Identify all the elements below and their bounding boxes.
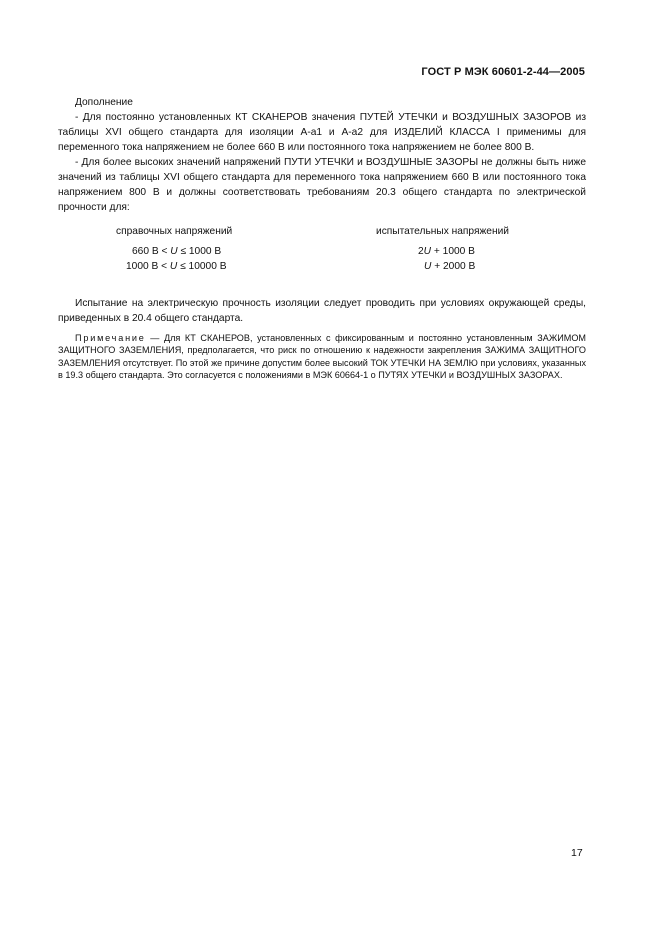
note-dash: — [145,333,164,343]
document-standard-header: ГОСТ Р МЭК 60601-2-44—2005 [421,66,585,78]
page-number: 17 [571,847,583,859]
column-header-reference-voltages: справочных напряжений [116,226,233,237]
voltage-symbol: U [169,261,178,272]
voltage-table [58,224,586,290]
note-text: Для КТ СКАНЕРОВ, установленных с фиксированным и постоянно установленным ЗАЖИМОМ ЗАЩИТНОГО ЗАЗЕМЛЕНИЯ, предполагается, что риск по отношению к надежности закрепления ЗАЖИМА ЗАЩИТНОГО ЗАЗЕМЛЕНИЯ отсутствует. По этой же причине допустим более высокий ТОК УТЕЧКИ НА ЗЕМЛЮ при условиях, указанных в 19.3 общего стандарта. Это согласуется с положениями в МЭК 60664-1 о ПУТЯХ УТЕЧКИ и ВОЗДУШНЫХ ЗАЗОРАХ. [58,333,586,381]
main-content [58,95,586,391]
voltage-symbol: U [170,246,178,257]
test-voltage-row-1 [418,244,475,259]
voltage-symbol: U [423,246,432,257]
reference-voltage-upper: ≤ 1000 В [180,246,222,257]
paragraph-permanent-installation: - Для постоянно установленных КТ СКАНЕРОВ значения ПУТЕЙ УТЕЧКИ и ВОЗДУШНЫХ ЗАЗОРОВ из таблицы XVI общего стандарта для изоляции А-а1 и А-а2 для ИЗДЕЛИЙ КЛАССА I применимы для переменного тока напряжением не более 660 В или постоянного тока напряжением не более 800 В. [58,112,586,153]
voltage-symbol: U [424,261,432,272]
reference-voltage-lower: 1000 В < [126,261,168,272]
reference-voltage-upper: ≤ 10000 В [180,261,227,272]
paragraph-dielectric-test: Испытание на электрическую прочность изоляции следует проводить при условиях окружающей среды, приведенных в 20.4 общего стандарта. [58,298,586,324]
reference-voltage-row-1 [132,244,221,259]
test-voltage-addend: + 2000 В [434,261,476,272]
paragraph-higher-voltages: - Для более высоких значений напряжений ПУТИ УТЕЧКИ и ВОЗДУШНЫЕ ЗАЗОРЫ не должны быть ниже значений из таблицы XVI общего стандарта для переменного тока напряжением 660 В или постоянного тока напряжением 800 В и должны соответствовать требованиям 20.3 общего стандарта по электрической прочности для: [58,157,586,213]
column-header-test-voltages: испытательных напряжений [376,226,509,237]
test-voltage-row-2 [424,259,475,274]
note-label: Примечание [75,333,146,343]
reference-voltage-row-2 [126,259,227,274]
test-voltage-coefficient: 2 [418,246,424,257]
section-heading: Дополнение [75,97,133,108]
reference-voltage-lower: 660 В < [132,246,168,257]
test-voltage-addend: + 1000 В [433,246,475,257]
note-block [58,332,586,382]
